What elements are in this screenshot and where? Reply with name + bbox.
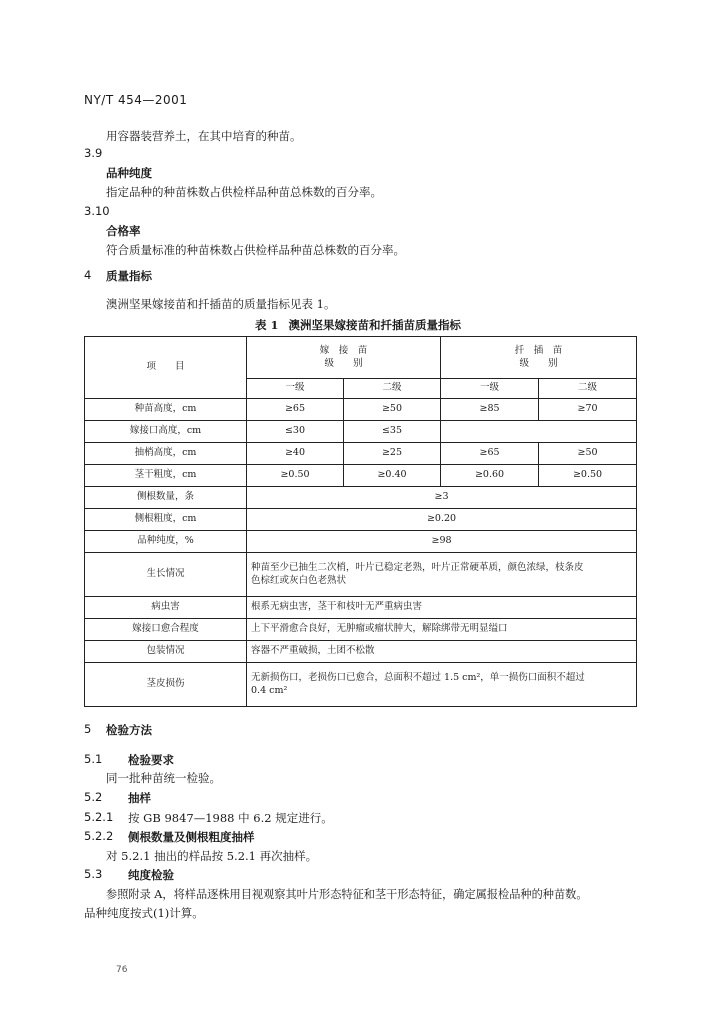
table-row: [85, 663, 637, 707]
table-header-row: [85, 337, 637, 379]
cutting-grade-1: 一级: [441, 379, 539, 399]
table-row: [85, 597, 637, 619]
table-row: [85, 487, 637, 509]
table-caption: [0, 317, 726, 333]
row-label: 抽梢高度，cm: [85, 443, 247, 465]
grafted-grade-2: 二级: [344, 379, 441, 399]
text-line-1: 无新损伤口，老损伤口已愈合，总面积不超过 1.5 cm²，单一损伤口面积不超过: [251, 671, 585, 683]
row-label: 包装情况: [85, 641, 247, 663]
table-row: [85, 443, 637, 465]
grafted-seedling-label: 嫁 接 苗: [319, 344, 368, 356]
sec-5-2-1-body: 按 GB 9847—1988 中 6.2 规定进行。: [128, 811, 333, 825]
table-caption-number: 表 1: [254, 318, 279, 332]
table-row: [85, 641, 637, 663]
text-cell: 根系无病虫害，茎干和枝叶无严重病虫害: [247, 597, 637, 619]
row-label: 嫁接口高度，cm: [85, 421, 247, 443]
table-row: [85, 465, 637, 487]
cell: ≥0.50: [539, 465, 637, 487]
cell: ≤30: [247, 421, 344, 443]
text-line-1: 种苗至少已抽生二次梢，叶片已稳定老熟，叶片正常硬革质，颜色浓绿，枝条皮: [251, 561, 584, 573]
cell: ≥85: [441, 399, 539, 421]
sec-4-title: 质量指标: [106, 269, 152, 283]
cell: ≥70: [539, 399, 637, 421]
sec-4-body: 澳洲坚果嫁接苗和扦插苗的质量指标见表 1。: [106, 297, 336, 311]
merged-cell: ≥3: [247, 487, 637, 509]
row-label: 茎皮损伤: [85, 663, 247, 707]
sec-5-3-number: 5.3: [84, 867, 103, 881]
sec-3-10-number: 3.10: [84, 204, 110, 218]
row-label: 病虫害: [85, 597, 247, 619]
text-line-2: 色棕红或灰白色老熟状: [251, 574, 347, 586]
merged-cell: ≥0.20: [247, 509, 637, 531]
cell: ≥0.40: [344, 465, 441, 487]
sec-4-number: 4: [84, 268, 92, 282]
sec-5-number: 5: [84, 722, 92, 736]
row-label: 品种纯度，%: [85, 531, 247, 553]
grafted-grade-1: 一级: [247, 379, 344, 399]
table-caption-title: 澳洲坚果嫁接苗和扦插苗质量指标: [288, 318, 461, 332]
sec-3-10-title: 合格率: [106, 224, 141, 238]
row-label: 茎干粗度，cm: [85, 465, 247, 487]
standard-header: NY/T 454—2001: [84, 93, 188, 107]
sec-5-2-2-title: 侧根数量及侧根粗度抽样: [128, 830, 255, 844]
row-label: 种苗高度，cm: [85, 399, 247, 421]
text-cell: [247, 553, 637, 597]
cell: ≥50: [344, 399, 441, 421]
table-row: [85, 531, 637, 553]
sec-3-9-body: 指定品种的种苗株数占供检样品种苗总株数的百分率。: [106, 185, 382, 199]
sec-5-2-1-number: 5.2.1: [84, 810, 114, 824]
empty-cell: [441, 421, 637, 443]
quality-table: [84, 336, 637, 707]
row-label: 生长情况: [85, 553, 247, 597]
grafted-group-header: [247, 337, 441, 379]
row-label: 嫁接口愈合程度: [85, 619, 247, 641]
cutting-grade-2: 二级: [539, 379, 637, 399]
row-label: 侧根粗度，cm: [85, 509, 247, 531]
cell: ≥50: [539, 443, 637, 465]
cell: ≥65: [247, 399, 344, 421]
row-label: 侧根数量，条: [85, 487, 247, 509]
sec-3-9-title: 品种纯度: [106, 166, 152, 180]
sec-5-3-title: 纯度检验: [128, 868, 174, 882]
table-row: [85, 553, 637, 597]
cutting-grade-label: 级 别: [519, 357, 558, 369]
sec-5-2-number: 5.2: [84, 790, 103, 804]
sec-5-2-2-number: 5.2.2: [84, 829, 114, 843]
merged-cell: ≥98: [247, 531, 637, 553]
sec-5-2-2-body: 对 5.2.1 抽出的样品按 5.2.1 再次抽样。: [106, 849, 318, 863]
sec-3-8-tail: 用容器装营养土，在其中培育的种苗。: [106, 129, 302, 143]
sec-3-9-number: 3.9: [84, 146, 103, 160]
cutting-group-header: [441, 337, 637, 379]
text-cell: [247, 663, 637, 707]
page-number: 76: [116, 965, 128, 975]
cell: ≥65: [441, 443, 539, 465]
grafted-grade-label: 级 别: [324, 357, 363, 369]
cell: ≤35: [344, 421, 441, 443]
cell: ≥0.60: [441, 465, 539, 487]
cell: ≥40: [247, 443, 344, 465]
text-line-2: 0.4 cm²: [251, 684, 288, 696]
sec-5-title: 检验方法: [106, 723, 152, 737]
table-row: [85, 619, 637, 641]
item-header: 项 目: [85, 337, 247, 399]
sec-5-1-body: 同一批种苗统一检验。: [106, 771, 221, 785]
text-cell: 容器不严重破损，土团不松散: [247, 641, 637, 663]
cell: ≥0.50: [247, 465, 344, 487]
table-row: [85, 509, 637, 531]
sec-5-1-title: 检验要求: [128, 753, 174, 767]
sec-5-2-title: 抽样: [128, 791, 151, 805]
table-row: [85, 399, 637, 421]
cell: ≥25: [344, 443, 441, 465]
cutting-seedling-label: 扦 插 苗: [514, 344, 563, 356]
sec-5-3-body-1: 参照附录 A，将样品逐株用目视观察其叶片形态特征和茎干形态特征，确定属报检品种的种苗数。: [106, 888, 588, 901]
sec-3-10-body: 符合质量标准的种苗株数占供检样品种苗总株数的百分率。: [106, 243, 405, 257]
text-cell: 上下平滑愈合良好，无肿瘤或瘤状肿大，解除绑带无明显缢口: [247, 619, 637, 641]
sec-5-1-number: 5.1: [84, 752, 103, 766]
sec-5-3-body-2: 品种纯度按式(1)计算。: [84, 906, 204, 920]
table-row: [85, 421, 637, 443]
